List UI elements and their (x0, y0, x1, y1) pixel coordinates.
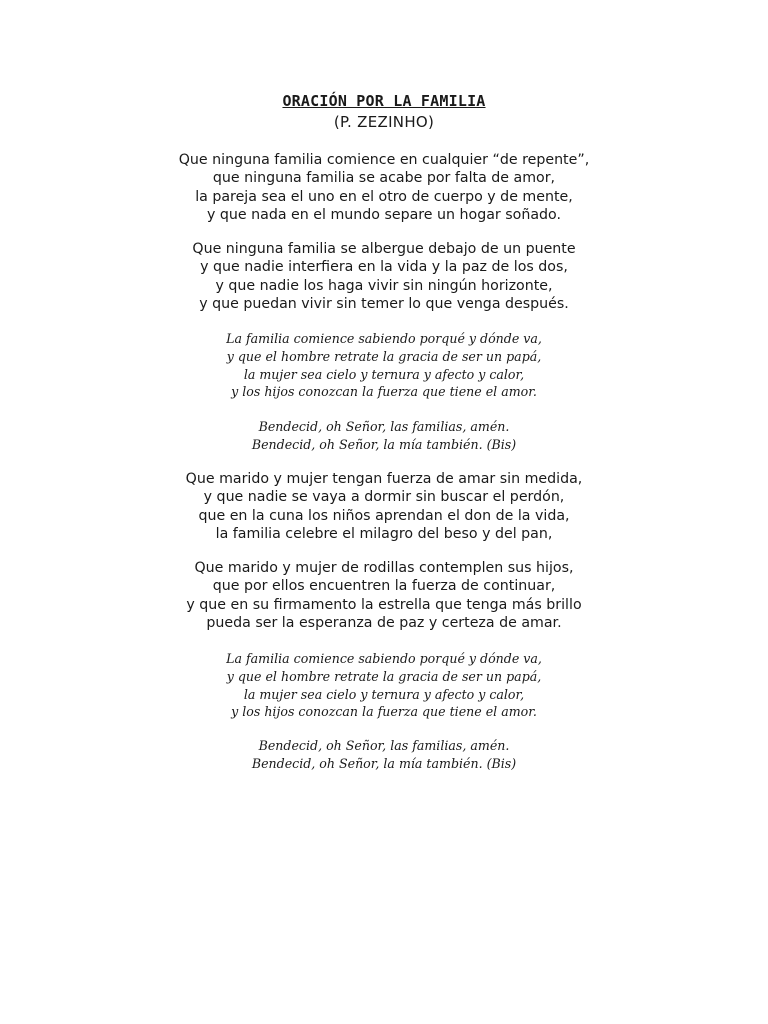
chorus-line: la mujer sea cielo y ternura y afecto y calor, (243, 366, 525, 382)
chorus-line: y los hijos conozcan la fuerza que tiene el amor. (231, 384, 537, 400)
document-title: ORACIÓN POR LA FAMILIA (282, 92, 486, 110)
stanza-1 (0, 151, 768, 225)
verse-line: y que nadie se vaya a dormir sin buscar el perdón, (203, 489, 565, 506)
verse-line: Que ninguna familia se albergue debajo de un puente (192, 241, 576, 257)
stanza-2 (0, 240, 768, 314)
stanza-4 (0, 559, 768, 633)
verse-line: y que nadie interfiera en la vida y la paz de los dos, (200, 259, 568, 276)
verse-line: pueda ser la esperanza de paz y certeza de amar. (206, 615, 562, 632)
chorus-2 (0, 650, 768, 721)
verse-line: y que en su firmamento la estrella que tenga más brillo (186, 596, 582, 613)
blessing-line: Bendecid, oh Señor, la mía también. (Bis) (251, 755, 517, 771)
blessing-1 (0, 418, 768, 454)
verse-line: y que nadie los haga vivir sin ningún horizonte, (215, 277, 553, 294)
chorus-line: y los hijos conozcan la fuerza que tiene el amor. (231, 704, 537, 720)
blessing-line: Bendecid, oh Señor, las familias, amén. (258, 419, 510, 434)
chorus-line: La familia comience sabiendo porqué y dónde va, (226, 331, 542, 346)
chorus-line: y que el hombre retrate la gracia de ser un papá, (226, 348, 542, 364)
verse-line: Que marido y mujer de rodillas contemplen sus hijos, (194, 560, 574, 576)
chorus-line: y que el hombre retrate la gracia de ser un papá, (226, 668, 542, 684)
blessing-2 (0, 737, 768, 773)
verse-line: Que ninguna familia comience en cualquier “de repente”, (178, 152, 590, 168)
stanza-3 (0, 470, 768, 544)
verse-line: que ninguna familia se acabe por falta de amor, (212, 170, 556, 187)
blessing-line: Bendecid, oh Señor, la mía también. (Bis) (251, 436, 517, 452)
chorus-line: la mujer sea cielo y ternura y afecto y calor, (243, 686, 525, 702)
verse-line: que por ellos encuentren la fuerza de continuar, (212, 578, 556, 595)
chorus-1 (0, 330, 768, 401)
document-author: (P. ZEZINHO) (333, 113, 435, 131)
verse-line: y que nada en el mundo separe un hogar soñado. (207, 207, 561, 224)
verse-line: Que marido y mujer tengan fuerza de amar sin medida, (185, 471, 583, 487)
verse-line: la familia celebre el milagro del beso y del pan, (215, 526, 553, 543)
chorus-line: La familia comience sabiendo porqué y dónde va, (226, 651, 542, 666)
verse-line: y que puedan vivir sin temer lo que venga después. (199, 296, 569, 313)
verse-line: la pareja sea el uno en el otro de cuerpo y de mente, (195, 188, 573, 205)
blessing-line: Bendecid, oh Señor, las familias, amén. (258, 738, 510, 753)
verse-line: que en la cuna los niños aprendan el don de la vida, (198, 507, 570, 524)
